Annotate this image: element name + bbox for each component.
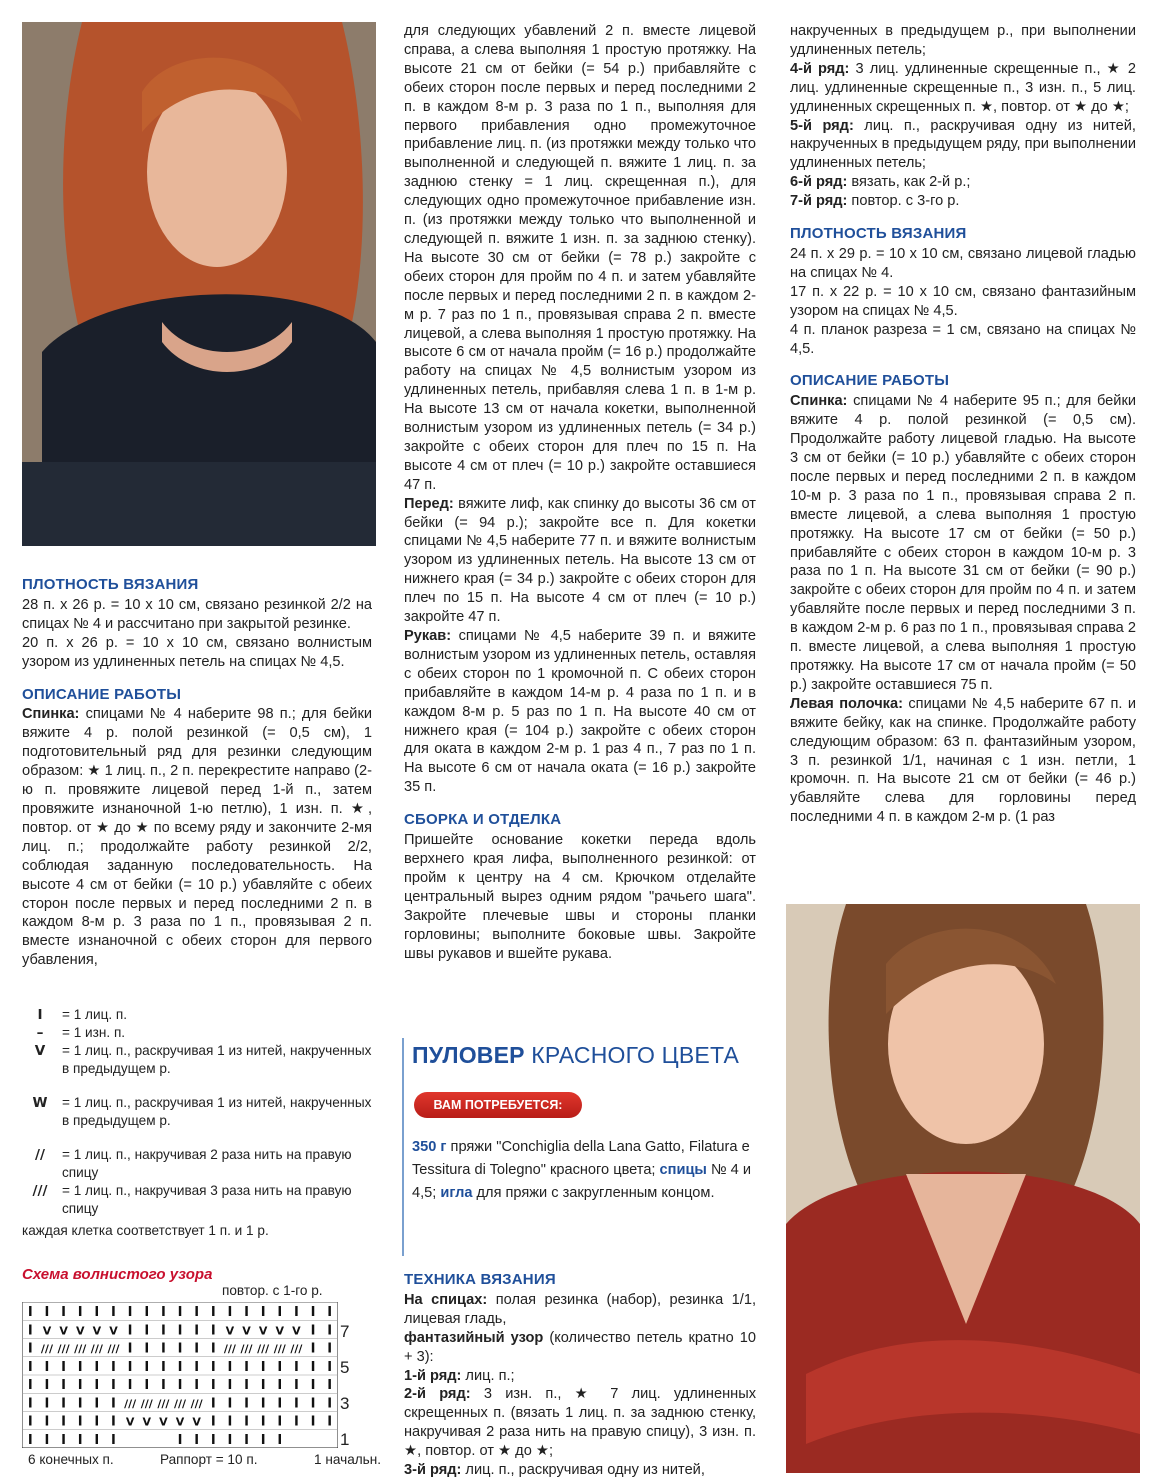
- chart-cell: I: [210, 1305, 216, 1321]
- chart-cell: I: [177, 1378, 183, 1394]
- legend-item: [22, 1094, 382, 1130]
- pulover-box: [402, 1038, 772, 1256]
- chart-cell: I: [160, 1359, 166, 1375]
- chart-cell: I: [177, 1359, 183, 1375]
- chart-cell: I: [210, 1414, 216, 1430]
- left-column: [22, 576, 372, 970]
- chart-cell: I: [127, 1359, 133, 1375]
- legend-symbol: //: [35, 1147, 45, 1163]
- chart-cell: I: [210, 1396, 216, 1412]
- chart-cell: I: [61, 1414, 67, 1430]
- back-paragraph: [22, 705, 372, 970]
- middle-paragraph: для следующих убавлений 2 п. вместе лицевой справа, а слева выполняя 1 простую протяжку. На высоте 21 см от бейки (= 54 р.) прибавляйте с обеих сторон после первых и перед последними 2 п. в каждом 8-м р. 3 раза по 1 п., выполняя для первого прибавления одно промежуточное прибавление лиц. п. (из протяжки между только что выполненной и следующей п. вяжите 1 лиц. п. за заднюю стенку = 1 лиц. скрещенная п.), для следующих одно промежуточное прибавление изн. п. (из протяжки между только что выполненной и следующей п. вяжите 1 изн. п. за заднюю стенку). На высоте 30 см от бейки (= 78 р.) закройте с обеих сторон для пройм по 4 п. и затем убавляйте после первых и перед последними 2 п. в каждом 2-м р. 7 раз по 1 п., провязывая справа 2 п. вместе лицевой, а слева выполняя 1 простую протяжку. На высоте 6 см от начала пройм (= 16 р.) продолжайте работу на спицах № 4,5 волнистым узором из удлиненных петель, прибавляя слева 1 п. в 1-м р. На высоте 13 см от начала кокетки, выполненной волнистым узором из удлиненных петель (= 34 р.) закройте с обеих сторон для плеч по 15 п. На высоте 4 см от плеч (= 10 р.) закройте оставшиеся 47 п.: [404, 23, 756, 493]
- chart-cell: I: [177, 1341, 183, 1357]
- sleeve-text: спицами № 4,5 наберите 39 п. и вяжите волнистым узором из удлиненных петель, оставляя с обеих сторон по 1 кромочной п. С обеих сторон прибавляйте в каждом 14-м р. 4 раза по 1 п. и в каждом 8-м р. 5 раз по 1 п. На высоте 40 см от нижнего края (= 104 р.) закройте с обеих сторон для оката в каждом 2-м р. 1 раз 4 п., 7 раз по 1 п. На высоте 6 см от начала оката (= 16 р.) закройте 35 п.: [404, 628, 756, 796]
- chart-cell: I: [77, 1378, 83, 1394]
- chart-cell: V: [175, 1415, 185, 1429]
- chart-cell: I: [94, 1414, 100, 1430]
- chart-cell: I: [94, 1305, 100, 1321]
- legend-symbol: I: [37, 1007, 43, 1023]
- chart-cell: I: [244, 1359, 249, 1375]
- density-heading: ПЛОТНОСТЬ ВЯЗАНИЯ: [790, 225, 967, 243]
- chart-cell: I: [327, 1414, 333, 1430]
- photo-woman-red-sweater: [786, 904, 1140, 1473]
- chart-cell: I: [327, 1341, 333, 1357]
- chart-cell: I: [277, 1359, 283, 1375]
- front-paragraph: [404, 495, 756, 627]
- chart-cell: I: [210, 1359, 216, 1375]
- chart-cell: I: [310, 1359, 316, 1375]
- chart-cell: I: [210, 1432, 216, 1448]
- row-number: 1: [340, 1430, 350, 1449]
- chart-cell: I: [27, 1396, 33, 1412]
- materials-badge: ВАМ ПОТРЕБУЕТСЯ:: [414, 1092, 582, 1118]
- fancy-label: фантазийный узор: [404, 1329, 544, 1346]
- left-front-label: Левая полочка:: [790, 695, 903, 712]
- chart-cell: V: [75, 1324, 85, 1338]
- chart-cell: I: [227, 1432, 233, 1448]
- density-paragraph: 24 п. х 29 р. = 10 х 10 см, связано лицевой гладью на спицах № 4.: [790, 245, 1136, 281]
- work-heading: ОПИСАНИЕ РАБОТЫ: [790, 372, 950, 390]
- cell-note: каждая клетка соответствует 1 п. и 1 р.: [22, 1223, 269, 1238]
- schema-title: Схема волнистого узора: [22, 1266, 213, 1283]
- chart-cell: V: [242, 1324, 251, 1338]
- row-paragraph: [404, 1385, 756, 1461]
- legend-text: = 1 лиц. п., раскручивая 1 из нитей, накрученных в предыдущем р.: [62, 1095, 372, 1128]
- chart-cell: I: [293, 1378, 299, 1394]
- photo-illustration: [786, 904, 1140, 1473]
- chart-cell: I: [160, 1323, 166, 1339]
- chart-cell: I: [77, 1359, 83, 1375]
- chart-cell: I: [94, 1359, 100, 1375]
- chart-cell: I: [210, 1341, 216, 1357]
- row-paragraph: [404, 1367, 756, 1386]
- row-paragraph: [790, 117, 1136, 174]
- legend-text: = 1 лиц. п., раскручивая 1 из нитей, накрученных в предыдущем р.: [62, 1043, 372, 1076]
- back-paragraph: [790, 392, 1136, 695]
- chart-cell: ///: [157, 1397, 170, 1411]
- chart-cell: V: [142, 1415, 151, 1429]
- chart-cell: I: [77, 1305, 83, 1321]
- chart-cell: I: [277, 1396, 283, 1412]
- chart-cell: I: [244, 1414, 249, 1430]
- chart-cell: I: [327, 1305, 333, 1321]
- chart-cell: I: [111, 1305, 116, 1321]
- chart-cell: I: [194, 1359, 200, 1375]
- legend-item: [22, 1042, 382, 1078]
- row-label: 4-й ряд:: [790, 60, 850, 77]
- chart-cell: ///: [173, 1397, 187, 1411]
- row-text: повтор. с 3-го р.: [847, 193, 960, 210]
- chart-cell: I: [327, 1323, 333, 1339]
- chart-cell: V: [192, 1415, 201, 1429]
- chart-cell: I: [44, 1414, 50, 1430]
- chart-cell: V: [258, 1324, 268, 1338]
- legend-symbol: V: [34, 1043, 46, 1059]
- chart-cell: I: [61, 1396, 67, 1412]
- legend-item: [22, 1006, 382, 1024]
- chart-cell: I: [127, 1305, 133, 1321]
- symbol-legend: [22, 1006, 382, 1240]
- legend-text: = 1 изн. п.: [62, 1025, 126, 1040]
- pulover-title-bold: ПУЛОВЕР: [412, 1042, 525, 1068]
- chart-cell: I: [310, 1414, 316, 1430]
- chart-cell: I: [194, 1378, 200, 1394]
- legend-symbol: ///: [32, 1183, 48, 1199]
- chart-cell: I: [27, 1432, 33, 1448]
- chart-cell: I: [111, 1414, 116, 1430]
- chart-cell: I: [160, 1378, 166, 1394]
- chart-cell: I: [144, 1359, 150, 1375]
- right-column: [790, 22, 1136, 827]
- chart-cell: I: [260, 1432, 266, 1448]
- row-label: 7-й ряд:: [790, 193, 848, 210]
- row-paragraph: [790, 192, 1136, 211]
- chart-cell: I: [310, 1323, 316, 1339]
- row-text: лиц. п., раскручивая одну из нитей, накрученных в предыдущем ряду, при выполнении удлиненных петель;: [790, 117, 1136, 172]
- chart-cell: I: [144, 1305, 150, 1321]
- chart-cell: I: [210, 1378, 216, 1394]
- chart-cell: I: [277, 1378, 283, 1394]
- fancy-text: (количество петель кратно 10 + 3):: [404, 1329, 756, 1365]
- row-label: 6-й ряд:: [790, 174, 848, 191]
- chart-cell: I: [210, 1323, 216, 1339]
- sleeve-paragraph: [404, 627, 756, 797]
- chart-cell: I: [327, 1396, 333, 1412]
- chart-cell: I: [27, 1359, 33, 1375]
- chart-cell: V: [42, 1324, 52, 1338]
- row-text: вязать, как 2-й р.;: [847, 174, 971, 191]
- chart-cell: I: [194, 1341, 200, 1357]
- technique-paragraph: [404, 1291, 756, 1329]
- legend-item: [22, 1146, 382, 1182]
- chart-cell: I: [260, 1414, 266, 1430]
- chart-cell: I: [177, 1323, 183, 1339]
- chart-cell: I: [160, 1341, 166, 1357]
- row-label: 3-й ряд:: [404, 1462, 462, 1479]
- front-label: Перед:: [404, 495, 454, 512]
- chart-cell: I: [160, 1305, 166, 1321]
- needles-text: полая резинка (набор), резинка 1/1, лицевая гладь,: [404, 1291, 756, 1327]
- legend-text: = 1 лиц. п.: [62, 1007, 128, 1022]
- chart-cell: I: [194, 1323, 200, 1339]
- chart-cell: V: [109, 1324, 118, 1338]
- chart-cell: I: [293, 1359, 299, 1375]
- chart-cell: I: [77, 1396, 83, 1412]
- chart-cell: I: [260, 1359, 266, 1375]
- photo-woman-black-sweater: [22, 22, 376, 546]
- chart-cell: I: [244, 1305, 249, 1321]
- chart-cell: I: [61, 1432, 67, 1448]
- chart-cell: I: [227, 1359, 233, 1375]
- legend-symbol: –: [36, 1025, 44, 1041]
- row-text: 3 лиц. удлиненные скрещенные п., ★ 2 лиц. удлиненные скрещенные п., 3 изн. п., 5 лиц. удлиненных скрещенных п. ★, повтор. от ★ до ★;: [790, 60, 1136, 115]
- chart-cell: I: [44, 1396, 50, 1412]
- chart-cell: I: [94, 1432, 100, 1448]
- chart-cell: I: [44, 1359, 50, 1375]
- pulover-title-rest: КРАСНОГО ЦВЕТА: [524, 1042, 739, 1068]
- chart-cell: I: [144, 1323, 150, 1339]
- needles-label: На спицах:: [404, 1291, 488, 1308]
- legend-item: [22, 1182, 382, 1218]
- back-label: Спинка:: [22, 706, 80, 723]
- chart-cell: I: [227, 1396, 233, 1412]
- legend-symbol: W: [32, 1095, 48, 1111]
- chart-cell: I: [27, 1414, 33, 1430]
- chart-cell: I: [27, 1378, 33, 1394]
- chart-cell: V: [292, 1324, 301, 1338]
- technique-heading: ТЕХНИКА ВЯЗАНИЯ: [404, 1271, 556, 1288]
- chart-cell: ///: [223, 1342, 236, 1356]
- chart-cell: I: [310, 1305, 316, 1321]
- chart-cell: I: [77, 1414, 83, 1430]
- chart-cell: I: [27, 1341, 33, 1357]
- row-numbers: [338, 1302, 362, 1448]
- chart-cell: I: [260, 1396, 266, 1412]
- chart-cell: I: [44, 1432, 50, 1448]
- chart-cell: I: [44, 1378, 50, 1394]
- chart-cell: V: [59, 1324, 68, 1338]
- chart-cell: I: [94, 1396, 100, 1412]
- chart-cell: I: [327, 1378, 333, 1394]
- chart-cell: I: [111, 1359, 116, 1375]
- chart-cell: I: [244, 1396, 249, 1412]
- density-paragraph: 4 п. планок разреза = 1 см, связано на спицах № 4,5.: [790, 321, 1136, 357]
- chart-cell: I: [127, 1378, 133, 1394]
- chart-cell: ///: [190, 1397, 203, 1411]
- materials-text: [412, 1136, 756, 1205]
- schema-foot-left: 6 конечных п.: [28, 1452, 114, 1467]
- legend-text: = 1 лиц. п., накручивая 3 раза нить на правую спицу: [62, 1183, 352, 1216]
- chart-cell: I: [293, 1305, 299, 1321]
- chart-cell: I: [61, 1359, 67, 1375]
- legend-item: [22, 1024, 382, 1042]
- chart-cell: I: [194, 1305, 200, 1321]
- left-front-text: спицами № 4,5 наберите 67 п. и вяжите бейку, как на спинке. Продолжайте работу следующим образом: 63 п. фантазийным узором, 3 п. резинкой 1/1, начиная с 1 изн. петли, 1 кромочн. п. На высоте 21 см от бейки (= 46 р.) убавляйте слева для горловины перед последними 4 п. в каждом 2-м р. (1 раз: [790, 695, 1136, 826]
- chart-cell: V: [225, 1324, 235, 1338]
- chart-cell: I: [111, 1378, 116, 1394]
- assembly-paragraph: Пришейте основание кокетки переда вдоль верхнего края лифа, выполненного резинкой: от пройм к центру на 4 см. Крючком отделайте центральный вырез одним рядом "рачьего шага". Закройте плечевые швы и стороны планки горловины; выполните боковые швы. Закройте швы рукавов и вшейте рукава.: [404, 832, 756, 962]
- yarn-amount: 350 г: [412, 1139, 447, 1155]
- chart-cell: I: [44, 1305, 50, 1321]
- chart-cell: I: [61, 1378, 67, 1394]
- chart-cell: I: [127, 1341, 133, 1357]
- chart-cell: ///: [140, 1397, 153, 1411]
- chart-cell: I: [327, 1359, 333, 1375]
- chart-cell: ///: [273, 1342, 286, 1356]
- chart-cell: I: [310, 1378, 316, 1394]
- chart-cell: ///: [90, 1342, 103, 1356]
- chart-cell: V: [159, 1415, 168, 1429]
- row-paragraph: [404, 1461, 756, 1480]
- chart-cell: I: [177, 1305, 183, 1321]
- chart-cell: ///: [107, 1342, 120, 1356]
- chart-cell: I: [260, 1305, 266, 1321]
- chart-cell: V: [275, 1324, 285, 1338]
- row-label: 1-й ряд:: [404, 1367, 462, 1384]
- row-paragraph: [790, 60, 1136, 117]
- back-text: спицами № 4 наберите 95 п.; для бейки вяжите 4 р. полой резинкой (= 0,5 см). Продолжайте работу лицевой гладью. На высоте 3 см от бейки (= 10 р.) убавляйте с обеих сторон после первых и перед последними 2 п. в каждом 10-м р. 3 раза по 1 п., провязывая справа 2 п. вместе лицевой, а слева выполняя 1 простую протяжку. На высоте 17 см от бейки (= 50 р.) прибавляйте с обеих сторон в каждом 10-м р. 3 раза по 1 п. На высоте 31 см от бейки (= 90 р.) закройте с обеих сторон для пройм по 4 п. и затем убавляйте после первых и перед последними 3 п. в каждом 2-м р. 6 раз по 1 п., провязывая справа 2 п. вместе лицевой, а слева выполняя 1 простую протяжку. На высоте 17 см от начала пройм (= 50 р.) закройте оставшиеся 75 п.: [790, 393, 1136, 693]
- chart-cell: I: [310, 1396, 316, 1412]
- assembly-heading: СБОРКА И ОТДЕЛКА: [404, 811, 562, 829]
- needles-text: № 4 и 4,5;: [412, 1162, 751, 1201]
- chart-cell: I: [244, 1378, 249, 1394]
- chart-cell: I: [293, 1396, 299, 1412]
- chart-cell: I: [27, 1323, 33, 1339]
- chart-cell: I: [227, 1378, 233, 1394]
- density-paragraph: 20 п. х 26 р. = 10 х 10 см, связано волнистым узором из удлиненных петель на спицах № 4,5.: [22, 634, 372, 670]
- chart-cell: ///: [57, 1342, 70, 1356]
- density-heading: ПЛОТНОСТЬ ВЯЗАНИЯ: [22, 576, 199, 593]
- chart-cell: I: [111, 1432, 116, 1448]
- chart-cell: I: [194, 1432, 200, 1448]
- photo-illustration: [22, 22, 376, 546]
- chart-cell: I: [244, 1432, 249, 1448]
- pulover-title: [412, 1042, 739, 1069]
- front-text: вяжите лиф, как спинку до высоты 36 см от бейки (= 94 р.); закройте все п. Для кокетки спицами № 4,5 наберите 77 п. и вяжите волнистым узором из удлиненных петель. На высоте 13 см от нижнего края (= 34 р.) закройте с обеих сторон для плеч по 15 п. На высоте 4 см от плеч (= 10 р.) закройте 47 п.: [404, 495, 756, 626]
- needles-word: спицы: [659, 1162, 707, 1178]
- row-label: 5-й ряд:: [790, 117, 854, 134]
- sleeve-label: Рукав:: [404, 628, 452, 644]
- row-number: 7: [340, 1322, 350, 1341]
- row-number: 5: [340, 1358, 350, 1377]
- chart-cell: I: [127, 1323, 133, 1339]
- left-front-paragraph: [790, 695, 1136, 827]
- row-paragraph: [790, 173, 1136, 192]
- right-paragraph: накрученных в предыдущем р., при выполнении удлиненных петель;: [790, 23, 1136, 58]
- chart-cell: I: [144, 1378, 150, 1394]
- chart-cell: ///: [257, 1342, 270, 1356]
- chart-cell: V: [92, 1324, 102, 1338]
- row-text: лиц. п., раскручивая одну из нитей,: [461, 1462, 705, 1479]
- back-label: Спинка:: [790, 393, 848, 410]
- chart-cell: I: [177, 1432, 183, 1448]
- chart-cell: I: [227, 1414, 233, 1430]
- chart-cell: I: [227, 1305, 233, 1321]
- density-paragraph: 17 п. х 22 р. = 10 х 10 см, связано фантазийным узором на спицах № 4,5.: [790, 283, 1136, 319]
- schema-foot-mid: Раппорт = 10 п.: [160, 1452, 258, 1467]
- wave-pattern-chart: [22, 1302, 338, 1448]
- row-text: 3 изн. п., ★ 7 лиц. удлиненных скрещенных п. (вязать 1 лиц. п. за заднюю стенку, накручивая 2 раза нить на правую спицу), 3 изн. п. ★, повтор. от ★ до ★;: [404, 1386, 756, 1460]
- chart-cell: ///: [124, 1397, 137, 1411]
- schema-foot-right: 1 начальн.: [314, 1452, 382, 1467]
- chart-cell: V: [125, 1415, 135, 1429]
- chart-cell: ///: [240, 1342, 253, 1356]
- needle-text: для пряжи с закругленным концом.: [472, 1185, 715, 1201]
- chart-cell: I: [77, 1432, 83, 1448]
- chart-cell: I: [144, 1341, 150, 1357]
- chart-cell: ///: [290, 1342, 303, 1356]
- needle-word: игла: [440, 1185, 473, 1201]
- technique-paragraph: [404, 1329, 756, 1367]
- chart-cell: I: [277, 1432, 283, 1448]
- density-paragraph: 28 п. х 26 р. = 10 х 10 см, связано резинкой 2/2 на спицах № 4 и рассчитано при закрытой резинке.: [22, 596, 372, 632]
- work-heading: ОПИСАНИЕ РАБОТЫ: [22, 685, 182, 703]
- yarn-text: пряжи "Conchiglia della Lana Gatto, Filatura e Tessitura di Tolegno" красного цвета;: [412, 1139, 750, 1178]
- chart-cell: ///: [74, 1342, 87, 1356]
- chart-cell: I: [277, 1414, 283, 1430]
- chart-cell: I: [111, 1396, 116, 1412]
- chart-cell: I: [293, 1414, 299, 1430]
- chart-cell: I: [94, 1378, 100, 1394]
- row-label: 2-й ряд:: [404, 1386, 471, 1403]
- back-text: спицами № 4 наберите 98 п.; для бейки вяжите 4 р. полой резинкой (= 0,5 см), 1 подготовительный ряд для резинки следующим образом: ★ 1 лиц. п., 2 п. перекрестите направо (2-ю п. провяжите лицевой перед 1-й п., затем провяжите изнаночной 1-ю петлю), 1 изн. п. ★, повтор. от ★ до ★ по всему ряду и закончите 2-мя лиц. п.; продолжайте работу резинкой 2/2, соблюдая заданную последовательность. На высоте 4 см от бейки (= 10 р.) убавляйте с обеих сторон после первых и перед последними 2 п. в каждом 8-м р. 3 раза по 1 п., провязывая 2 п. вместе изнаночной с обеих сторон для первого убавления,: [22, 706, 372, 969]
- chart-cell: I: [260, 1378, 266, 1394]
- chart-cell: I: [277, 1305, 283, 1321]
- middle-column: [404, 22, 756, 963]
- chart-cell: I: [310, 1341, 316, 1357]
- row-number: 3: [340, 1394, 350, 1413]
- schema-repeat-note: повтор. с 1-го р.: [222, 1283, 323, 1298]
- chart-cell: I: [61, 1305, 67, 1321]
- technique-column: [404, 1271, 756, 1480]
- chart-cell: ///: [40, 1342, 53, 1356]
- chart-cell: I: [27, 1305, 33, 1321]
- legend-text: = 1 лиц. п., накручивая 2 раза нить на правую спицу: [62, 1147, 352, 1180]
- row-text: лиц. п.;: [461, 1367, 515, 1384]
